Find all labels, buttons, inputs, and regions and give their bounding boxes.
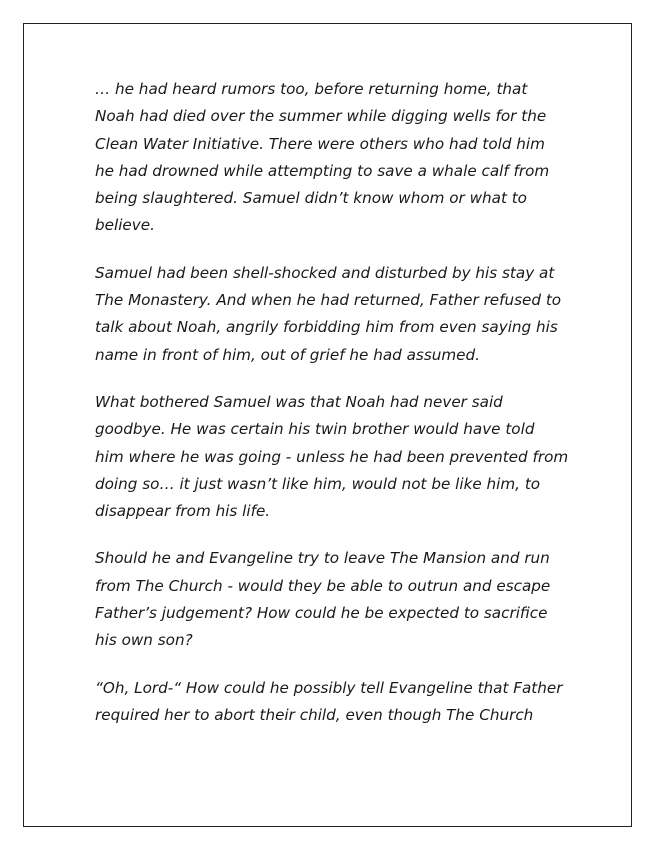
text-line: … he had heard rumors too, before returning home, that	[95, 80, 528, 98]
document-page	[23, 23, 632, 827]
text-line: Father’s judgement? How could he be expected to sacrifice	[95, 604, 548, 623]
text-line: believe.	[95, 216, 155, 235]
text-line: Samuel had been shell-shocked and disturbed by his stay at	[95, 263, 555, 282]
paragraph	[95, 76, 570, 240]
text-line: being slaughtered. Samuel didn’t know whom or what to	[95, 189, 527, 208]
text-line: required her to abort their child, even though The Church	[95, 705, 534, 724]
text-line: “Oh, Lord-“ How could he possibly tell Evangeline that Father	[95, 678, 563, 697]
text-line: talk about Noah, angrily forbidding him from even saying his	[95, 318, 558, 337]
text-line: doing so… it just wasn’t like him, would not be like him, to	[95, 474, 541, 493]
text-line: his own son?	[95, 631, 193, 650]
paragraph	[95, 260, 570, 369]
text-line: Noah had died over the summer while digging wells for the	[95, 107, 547, 126]
text-line: name in front of him, out of grief he had assumed.	[95, 345, 480, 364]
document-body	[95, 76, 570, 749]
text-line: goodbye. He was certain his twin brother would have told	[95, 420, 535, 439]
text-line: The Monastery. And when he had returned, Father refused to	[95, 291, 562, 310]
paragraph	[95, 545, 570, 654]
paragraph	[95, 389, 570, 525]
text-line: Should he and Evangeline try to leave The Mansion and run	[95, 549, 550, 568]
text-line: Clean Water Initiative. There were others who had told him	[95, 134, 545, 153]
text-line: he had drowned while attempting to save a whale calf from	[95, 161, 550, 180]
text-line: disappear from his life.	[95, 502, 271, 521]
text-line: him where he was going - unless he had been prevented from	[95, 447, 569, 466]
text-line: What bothered Samuel was that Noah had never said	[95, 392, 503, 411]
paragraph	[95, 675, 570, 730]
text-line: from The Church - would they be able to outrun and escape	[95, 576, 551, 595]
